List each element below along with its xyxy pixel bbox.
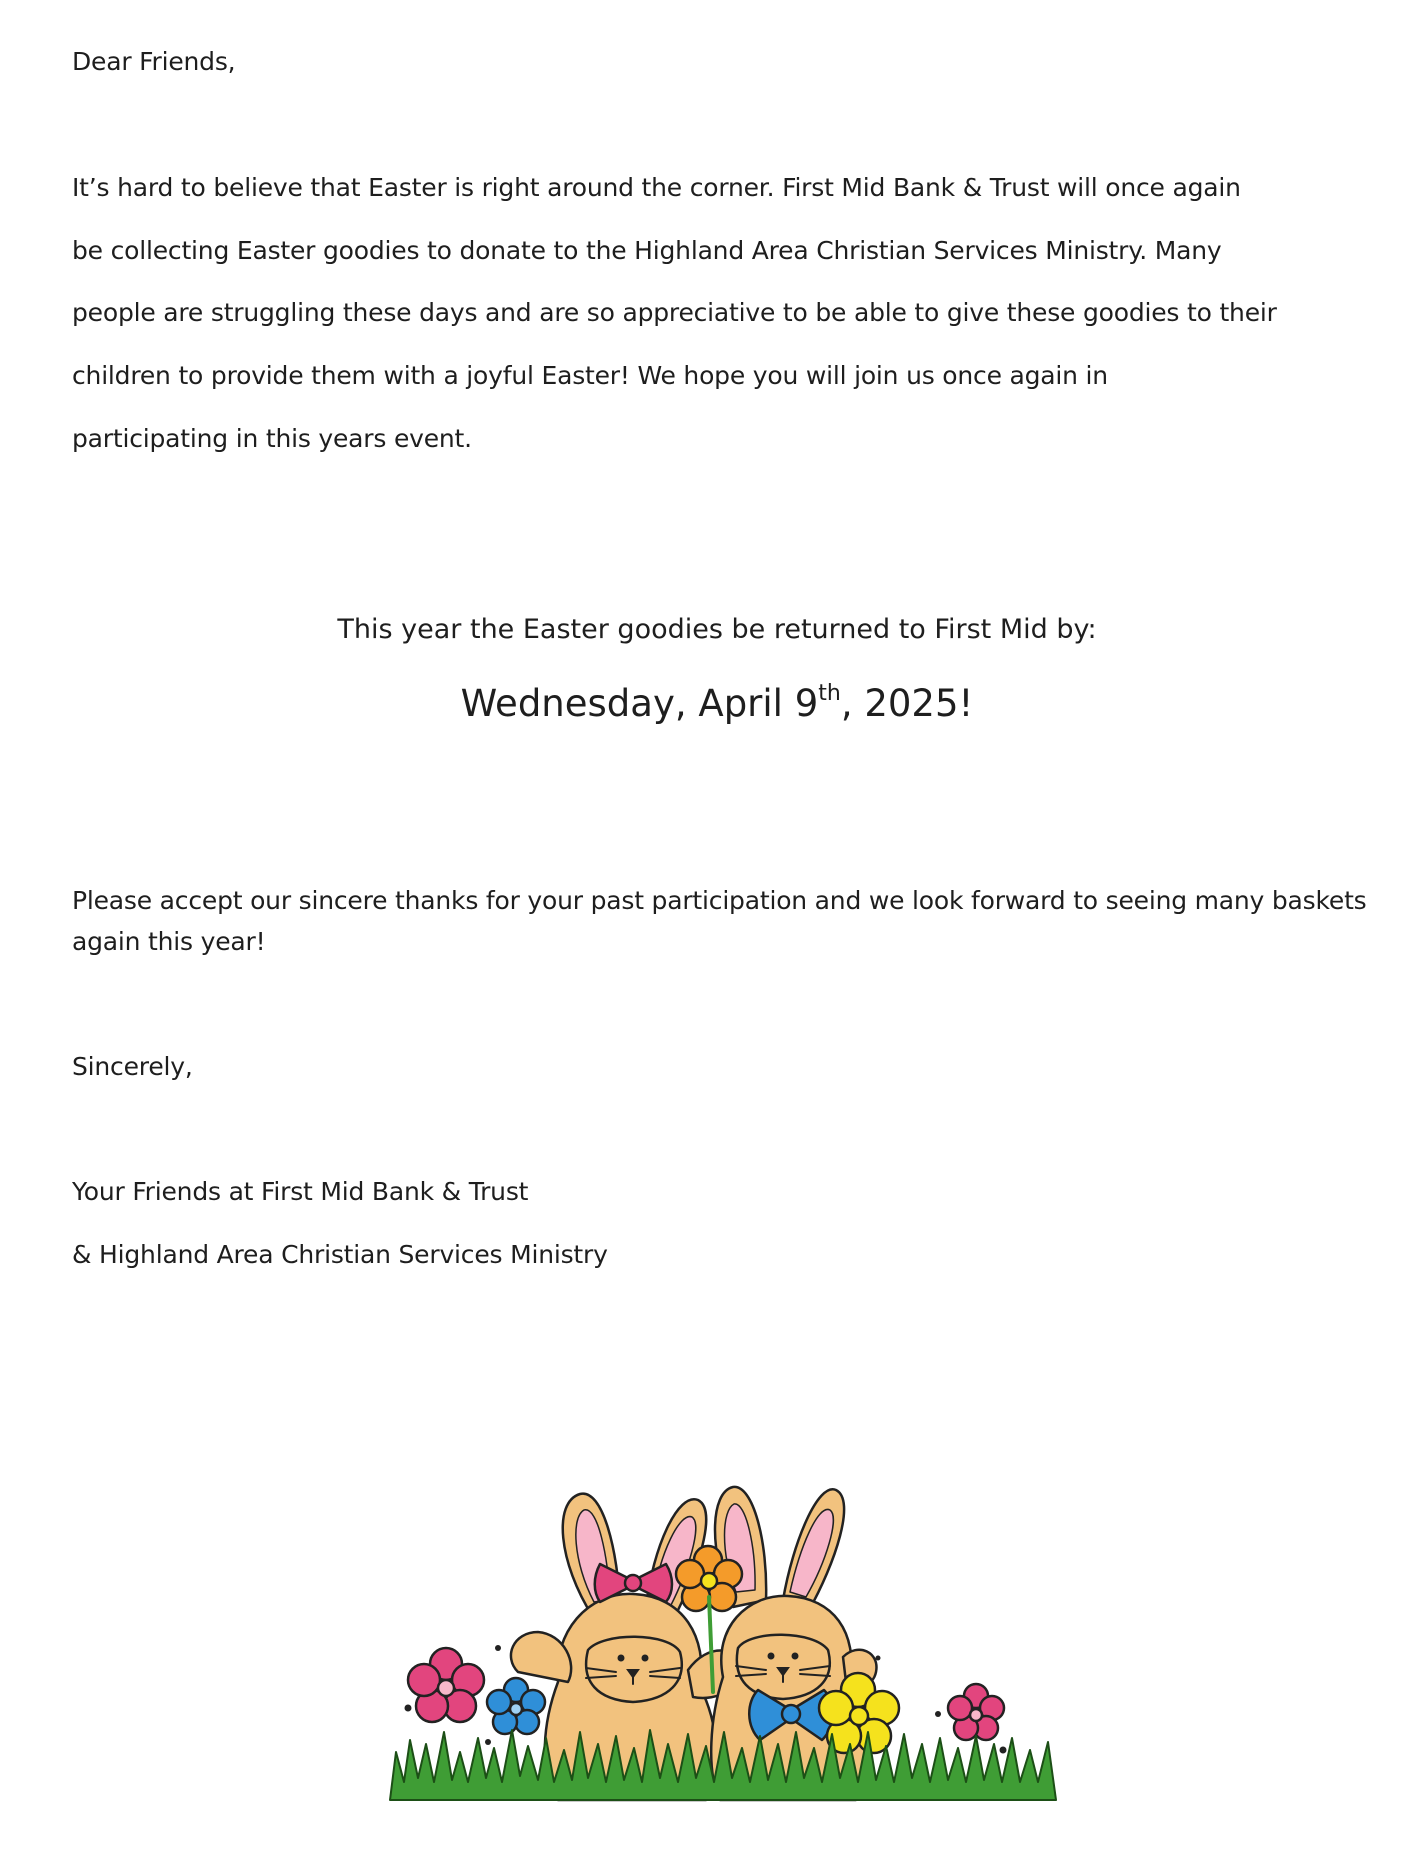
- closing: Sincerely,: [72, 1052, 193, 1081]
- signature-line-1: Your Friends at First Mid Bank & Trust: [72, 1177, 529, 1206]
- easter-bunnies-clipart-icon: [388, 1482, 1064, 1812]
- deadline-intro: This year the Easter goodies be returned to First Mid by:: [337, 614, 1097, 645]
- intro-line-4: children to provide them with a joyful Easter! We hope you will join us once again in: [72, 361, 1108, 390]
- signature-line-2: & Highland Area Christian Services Ministry: [72, 1240, 608, 1269]
- intro-line-1: It’s hard to believe that Easter is right around the corner. First Mid Bank & Trust will once again: [72, 173, 1241, 202]
- intro-line-2: be collecting Easter goodies to donate to the Highland Area Christian Services Ministry. Many: [72, 236, 1222, 265]
- deadline-date-year: , 2025!: [840, 682, 974, 725]
- thanks-line-2: again this year!: [72, 927, 266, 956]
- deadline-date-ordinal: th: [818, 681, 841, 706]
- greeting: Dear Friends,: [72, 47, 236, 76]
- intro-line-3: people are struggling these days and are so appreciative to be able to give these goodies to their: [72, 298, 1277, 327]
- intro-line-5: participating in this years event.: [72, 424, 472, 453]
- deadline-date-main: Wednesday, April 9: [460, 682, 819, 725]
- thanks-line-1: Please accept our sincere thanks for your past participation and we look forward to seeing many baskets: [72, 886, 1367, 915]
- deadline-date: [0, 682, 1420, 726]
